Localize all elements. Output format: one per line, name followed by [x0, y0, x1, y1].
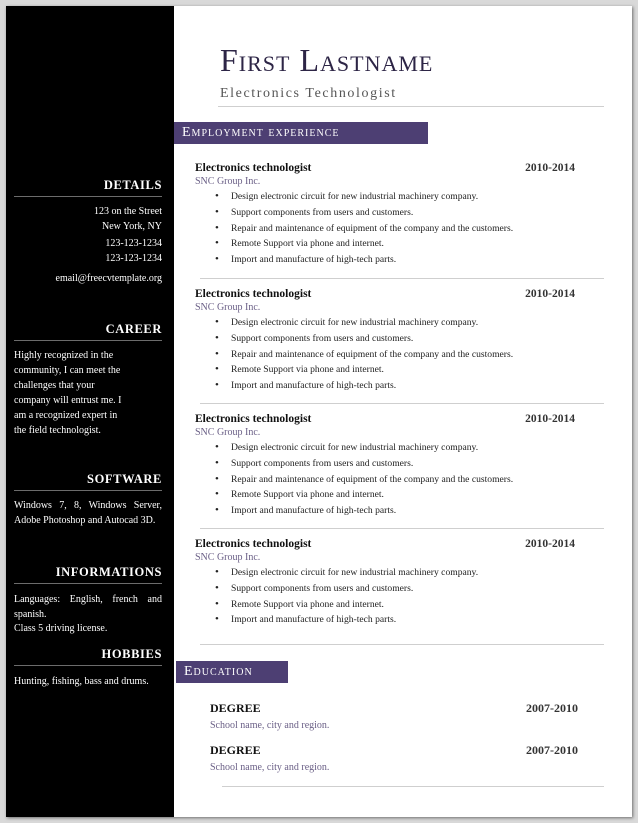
company-name: SNC Group Inc.: [195, 302, 261, 313]
job-bullets: [195, 189, 575, 268]
software-section: [14, 472, 162, 528]
job-entry: [195, 413, 575, 519]
sidebar: [6, 6, 174, 817]
career-section: [14, 322, 162, 438]
resume-page: [6, 6, 632, 817]
list-item: • Repair and maintenance of equipment of the company and the customers.: [195, 221, 575, 237]
section-divider: [200, 278, 604, 279]
list-item: • Support components from users and customers.: [195, 331, 575, 347]
full-name: First Lastname: [220, 42, 434, 78]
career-line: the field technologist.: [14, 425, 101, 436]
job-title: Electronics technologist: [195, 538, 312, 550]
section-divider: [200, 644, 604, 645]
main-content: [174, 6, 632, 817]
career-text: [14, 348, 162, 438]
list-item: • Repair and maintenance of equipment of the company and the customers.: [195, 347, 575, 363]
job-entry: [195, 538, 575, 628]
degree: DEGREE: [210, 743, 261, 757]
job-title: Electronics technologist: [195, 413, 312, 425]
degree-years: 2007-2010: [526, 701, 578, 715]
education-entry: [210, 701, 578, 731]
list-item: • Support components from users and customers.: [195, 456, 575, 472]
job-bullets: [195, 315, 575, 394]
career-line: challenges that your: [14, 380, 95, 391]
list-item: • Import and manufacture of high-tech parts.: [195, 378, 575, 394]
job-entry: [195, 162, 575, 268]
informations-heading: INFORMATIONS: [14, 565, 162, 584]
school-name: School name, city and region.: [210, 720, 330, 731]
details-text: [14, 205, 162, 287]
company-name: SNC Group Inc.: [195, 552, 261, 563]
job-bullets: [195, 440, 575, 519]
list-item: • Design electronic circuit for new industrial machinery company.: [195, 315, 575, 331]
job-years: 2010-2014: [525, 413, 575, 425]
job-years: 2010-2014: [525, 162, 575, 174]
job-bullets: [195, 565, 575, 628]
career-line: Highly recognized in the: [14, 350, 114, 361]
phone-2: 123-123-1234: [105, 252, 162, 264]
list-item: • Remote Support via phone and internet.: [195, 362, 575, 378]
list-item: • Import and manufacture of high-tech parts.: [195, 612, 575, 628]
education-entry: [210, 743, 578, 773]
job-title: Electronics Technologist: [220, 86, 397, 101]
address-line2: New York, NY: [101, 220, 162, 232]
list-item: • Remote Support via phone and internet.: [195, 597, 575, 613]
career-line: community, I can meet the: [14, 365, 121, 376]
list-item: • Remote Support via phone and internet.: [195, 487, 575, 503]
list-item: • Remote Support via phone and internet.: [195, 236, 575, 252]
list-item: • Design electronic circuit for new industrial machinery company.: [195, 440, 575, 456]
hobbies-text: Hunting, fishing, bass and drums.: [14, 676, 149, 687]
job-years: 2010-2014: [525, 288, 575, 300]
career-line: am a recognized expert in: [14, 410, 118, 421]
software-text: Windows 7, 8, Windows Server, Adobe Photoshop and Autocad 3D.: [14, 500, 162, 526]
list-item: • Support components from users and customers.: [195, 205, 575, 221]
list-item: • Import and manufacture of high-tech parts.: [195, 252, 575, 268]
section-divider: [222, 786, 604, 787]
details-heading: DETAILS: [14, 178, 162, 197]
school-name: School name, city and region.: [210, 762, 330, 773]
company-name: SNC Group Inc.: [195, 176, 261, 187]
list-item: • Repair and maintenance of equipment of the company and the customers.: [195, 472, 575, 488]
address-line1: 123 on the Street: [93, 206, 162, 217]
career-heading: CAREER: [14, 322, 162, 341]
list-item: • Design electronic circuit for new industrial machinery company.: [195, 189, 575, 205]
degree-years: 2007-2010: [526, 743, 578, 757]
details-section: [14, 178, 162, 287]
section-divider: [200, 403, 604, 404]
section-divider: [200, 528, 604, 529]
list-item: • Support components from users and customers.: [195, 581, 575, 597]
company-name: SNC Group Inc.: [195, 427, 261, 438]
license: Class 5 driving license.: [14, 623, 108, 635]
informations-section: [14, 565, 162, 637]
languages: Languages: English, french and spanish.: [14, 594, 162, 620]
software-heading: SOFTWARE: [14, 472, 162, 491]
header-divider: [218, 106, 604, 107]
hobbies-heading: HOBBIES: [14, 647, 162, 666]
list-item: • Design electronic circuit for new industrial machinery company.: [195, 565, 575, 581]
employment-heading: Employment experience: [174, 122, 428, 144]
job-years: 2010-2014: [525, 538, 575, 550]
career-line: company will entrust me. I: [14, 395, 122, 406]
education-heading: Education: [176, 661, 288, 683]
informations-text: [14, 593, 162, 637]
list-item: • Import and manufacture of high-tech parts.: [195, 503, 575, 519]
job-entry: [195, 288, 575, 394]
degree: DEGREE: [210, 701, 261, 715]
job-title: Electronics technologist: [195, 162, 312, 174]
job-title: Electronics technologist: [195, 288, 312, 300]
hobbies-section: [14, 647, 162, 690]
email: email@freecvtemplate.org: [55, 273, 162, 285]
phone-1: 123-123-1234: [105, 238, 162, 250]
